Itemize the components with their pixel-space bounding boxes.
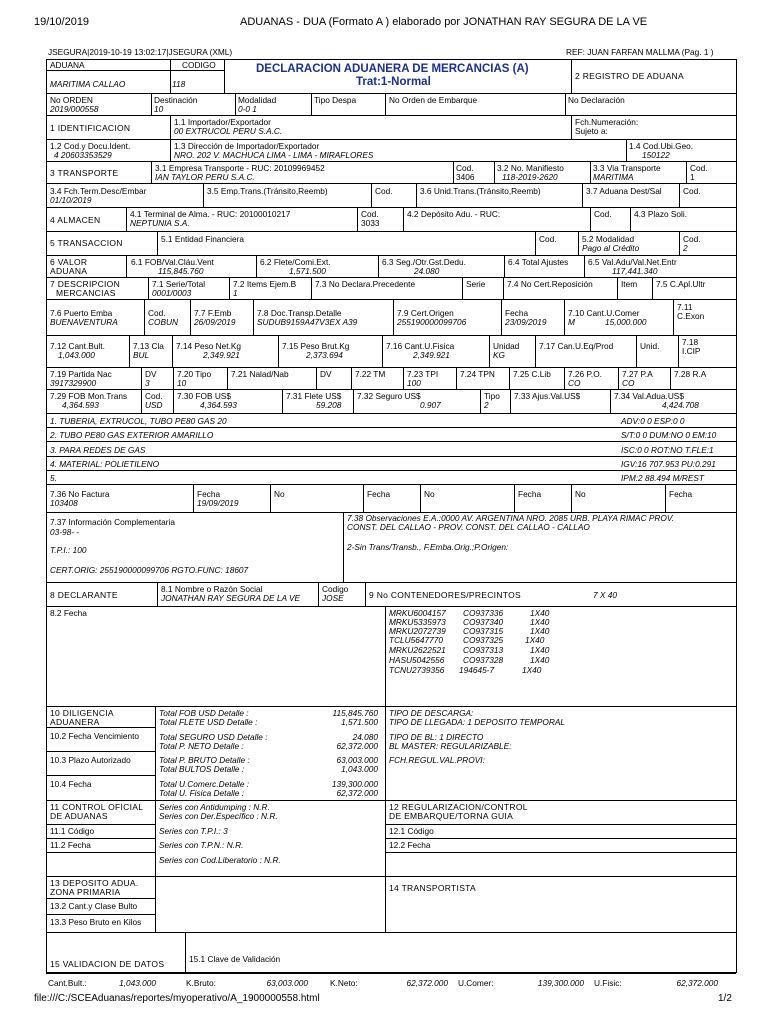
cant-bult-value: 1,043.000 [58,350,95,360]
series-tpn: Series con T.P.N.: N.R. [159,840,244,850]
info-line-2: T.P.I.: 100 [50,545,87,555]
via-transporte-label: 3.3 Via Transporte [593,163,661,173]
tipo-label: 7.20 Tipo [177,369,212,379]
aduana-label: ADUANA [50,60,85,70]
cant-fisica-label: 7.16 Cant.U.Fisica [386,341,455,351]
bl-master: BL MASTER: REGULARIZABLE: [389,741,512,751]
direccion-label: 1.3 Dirección de Importador/Exportador [174,141,320,151]
val-adua-usd-value: 4,424.708 [662,400,699,410]
container-6-type: 1X40 [530,655,550,665]
container-7-type: 1X40 [522,665,542,675]
seguro-usd-label: 7.32 Seguro US$ [357,391,421,401]
info-complementaria-label: 7.37 Información Complementaria [50,517,175,527]
section-6-valor: 6 VALOR [50,257,88,267]
observaciones-2: CONST. DEL CALLAO - PROV. CONST. DEL CALLAO - CALLAO [347,522,590,532]
total-label-1: Total FOB USD Detalle : [159,708,249,718]
puerto-emba-value: BUENAVENTURA [50,317,118,327]
container-7-id: TCNU2739356 [389,665,445,675]
container-5-type: 1X40 [530,645,550,655]
deposito-adu-label: 4.2 Depósito Adu. - RUC: [407,209,501,219]
aduana-dest-label: 3.7 Aduana Dest/Sal [586,186,662,196]
cert-fecha-label: Fecha [505,308,529,318]
fob-mon-trans-label: 7.29 FOB Mon.Trans [50,391,128,401]
cert-origen-label: 7.9 Cert.Origen [397,308,454,318]
form-subtitle: Trat:1-Normal [356,76,431,88]
fob-usd-label: 7.30 FOB US$ [177,391,231,401]
cant-comer-value: 15,000.000 [605,317,647,327]
tipo-bl: TIPO DE BL: 1 DIRECTO [389,732,484,742]
moneda-cod-value: USD [145,400,163,410]
section-10-diligencia: 10 DILIGENCIA [50,708,114,718]
observaciones-3: 2-Sin Trans/Transb., F.Emba.Orig.;P.Origen: [347,542,509,552]
tipo-despa-label: Tipo Despa [314,95,357,105]
footer-ufisic-label: U.Fisic: [594,978,622,988]
modalidad-pago-label: 5.2 Modalidad [582,234,635,244]
dv-value: 3 [145,378,150,388]
container-5-seal: CO937313 [463,645,504,655]
declarante-codigo-label: Codigo [322,584,349,594]
partida-label: 7.19 Partida Nac [50,369,112,379]
fch-term-label: 3.4 Fch.Term.Desc/Embar [50,186,147,196]
container-1-id: MRKU6004157 [389,608,446,618]
total-label-6: Total BULTOS Detalle : [159,764,245,774]
regularizacion-fecha-label: 12.2 Fecha [389,840,431,850]
container-1-type: 1X40 [530,608,550,618]
transporte-cod-label: Cod. [456,163,474,173]
factura-fecha-label: Fecha [197,489,221,499]
container-3-seal: CO937315 [463,626,504,636]
seguro-usd-value: 0.907 [420,400,441,410]
section-8-declarante: 8 DECLARANTE [50,590,118,600]
almacen-cod-label: Cod. [361,209,379,219]
no-declaracion-label: No Declaración [568,95,625,105]
declaracion-precedente-label: 7.3 No Declara.Precedente [315,279,416,289]
serie-total-value: 0001/0003 [152,288,192,298]
seguro-label: 6.3 Seg./Otr.Gst.Dedu. [382,257,466,267]
aduana-value: MARITIMA CALLAO [50,79,126,89]
section-3-transporte: 3 TRANSPORTE [50,168,119,178]
cant-eq-label: 7.17 Can.U.Eq/Prod [539,341,614,351]
cant-fisica-value: 2,349.921 [413,350,450,360]
pa-value: CO [622,378,635,388]
cert-fecha-value: 23/09/2019 [505,317,547,327]
emp-trans-cod-label: Cod. [375,186,393,196]
modalidad-cod-value: 2 [683,243,688,253]
page-number: 1/2 [718,993,732,1004]
section-14-transportista: 14 TRANSPORTISTA [389,883,476,893]
cod-docu-label: 1.2 Cod.y Docu.Ident. [50,141,131,151]
seguro-tipo-label: Tipo [484,391,500,401]
modalidad-pago-value: Pago al Crédito [582,243,640,253]
fch-numeracion-label: Fch.Numeración: [575,117,639,127]
fch-term-value: 01/10/2019 [50,195,92,205]
factura-fecha-value: 19/09/2019 [197,498,239,508]
factura-label: 7.36 No Factura [50,489,110,499]
peso-bruto-value: 2,373.694 [306,350,343,360]
section-5-transaccion: 5 TRANSACCION [50,238,123,248]
file-path: file:///C:/SCEAduanas/reportes/myoperativo/A_1900000558.html [34,993,320,1004]
serie-label: Serie [466,279,486,289]
clase-label: 7.13 Cla [133,341,164,351]
modalidad-value: 0-0 1 [238,104,257,114]
icip-num-label: 7.18 [682,337,699,347]
fob-label: 6.1 FOB/Val.Cláu.Vent [131,257,214,267]
total-value-2: 1,571.500 [341,717,378,727]
entidad-financiera-label: 5.1 Entidad Financiera [161,234,245,244]
registro-aduana: 2 REGISTRO DE ADUANA [575,71,684,81]
manifiesto-value: 118-2019-2620 [502,172,558,182]
container-3-type: 1X40 [530,626,550,636]
total-label-2: Total FLETE USD Detalle : [159,717,258,727]
section-1-identificacion: 1 IDENTIFICACION [50,123,131,133]
factura2-fecha-label: Fecha [367,489,391,499]
factura3-fecha-label: Fecha [518,489,542,499]
total-label-5: Total P. BRUTO Detalle : [159,755,250,765]
modalidad-label: Modalidad [238,95,277,105]
user-stamp: JSEGURA|2019-10-19 13:02:17|JSEGURA (XML) [48,47,233,57]
terminal-almacen-value: NEPTUNIA S.A. [130,218,190,228]
pa-label: 7.27 P.A [622,369,653,379]
doc-transp-label: 7.8 Doc.Transp.Detalle [257,308,342,318]
footer-ucomer-label: U.Comer: [458,978,494,988]
total-value-8: 62,372.000 [336,788,378,798]
container-4-id: TCLU5647770 [389,635,443,645]
exon-label: C.Exon [677,311,705,321]
cert-reposicion-label: 7.4 No Cert.Reposición [507,279,593,289]
partida-value: 3917329900 [50,378,97,388]
form-title: DECLARACION ADUANERA DE MERCANCIAS (A) [256,63,529,75]
container-5-id: MRKU2622521 [389,645,446,655]
items-label: 7.2 Items Ejem.B [233,279,297,289]
desc-tax-2: S/T:0 0 DUM:NO 0 EM:10 [621,430,717,440]
tipo-descarga: TIPO DE DESCARGA: [389,708,474,718]
desc-line-2: 2. TUBO PE80 GAS EXTERIOR AMARILLO [50,430,214,440]
desc-line-5: 5. [50,473,57,483]
tpn-label: 7.24 TPN [460,369,495,379]
puerto-cod-label: Cod. [148,308,166,318]
fecha-emb-value: 26/09/2019 [194,317,236,327]
diligencia-fecha-label: 10.4 Fecha [50,779,92,789]
aduana-dest-cod-label: Cod. [683,186,701,196]
total-value-1: 115,845.760 [332,708,378,718]
peso-neto-label: 7.14 Peso Net.Kg [176,341,242,351]
ajustes-label: 6.4 Total Ajustes [508,257,569,267]
desc-tax-3: ISC:0 0 ROT:NO T.FLE:1 [621,445,714,455]
print-title: ADUANAS - DUA (Formato A ) elaborado por JONATHAN RAY SEGURA DE LA VE [240,16,648,28]
orden-label: No ORDEN [50,95,93,105]
container-4-seal: CO937325 [463,635,504,645]
section-12-embarque: DE EMBARQUE/TORNA GUIA [389,811,514,821]
destinacion-label: Destinación [154,95,198,105]
puerto-emba-label: 7.6 Puerto Emba [50,308,113,318]
items-value: 1 [233,288,238,298]
desc-line-3: 3. PARA REDES DE GAS [50,445,146,455]
dv-label: DV [145,369,157,379]
footer-bultos-label: Cant.Bult.: [48,978,87,988]
total-value-7: 139,300.000 [331,779,378,789]
icip-label: I.CIP [682,346,701,356]
footer-kneto-value: 62,372.000 [406,978,448,988]
empresa-transporte-label: 3.1 Empresa Transporte - RUC: 20109969452 [155,163,325,173]
total-label-4: Total P. NETO Detalle : [159,741,244,751]
cant-clase-bulto-label: 13.2 Cant.y Clase Bulto [50,901,138,911]
moneda-cod-label: Cod. [145,391,163,401]
container-7-seal: 194645-7 [459,665,495,675]
section-9-contenedores: 9 No CONTENEDORES/PRECINTOS [369,590,521,600]
clib-label: 7.25 C.Lib [513,369,551,379]
flete-usd-label: 7.31 Flete US$ [286,391,342,401]
section-12-regularizacion: 12 REGULARIZACION/CONTROL [389,802,528,812]
observaciones-1: 7.38 Observaciones E.A.:0000 AV. ARGENTINA NRO. 2085 URB. PLAYA RIMAC PROV. [347,513,675,523]
factura3-label: No [424,489,435,499]
cant-comer-label: 7.10 Cant.U.Comer [568,308,640,318]
transporte-cod-value: 3406 [456,172,475,182]
footer-ufisic-value: 62,372.000 [676,978,718,988]
container-1-seal: CO937336 [463,608,504,618]
control-fecha-label: 11.2 Fecha [50,840,91,850]
seguro-tipo-value: 2 [484,400,489,410]
total-value-5: 63,003.000 [336,755,378,765]
reference: REF: JUAN FARFAN MALLMA (Pag. 1 ) [566,47,714,57]
series-der-especifico: Series con Der.Específico : N.R. [159,811,278,821]
container-2-type: 1X40 [530,617,550,627]
doc-transp-value: SUDUB9159A47V3EX A39 [257,317,358,327]
cod-docu-value: 4 20603353529 [54,150,112,160]
codigo-value: 118 [172,79,186,89]
regularizacion-codigo-label: 12.1 Código [389,826,434,836]
sujeto-label: Sujeto a: [575,126,608,136]
cert-origen-value: 255190000099706 [397,317,467,327]
flete-usd-value: 59.208 [316,400,342,410]
desc-tax-4: IGV:16 707.953 PU:0.291 [621,459,716,469]
ra-label: 7.28 R.A [674,369,707,379]
manifiesto-label: 3.2 No. Manifiesto [497,163,564,173]
ubigeo-value: 150122 [642,150,670,160]
desc-tax-5: IPM:2 88.494 M/REST [621,473,705,483]
series-antidumping: Series con Antidumping : N.R. [159,802,270,812]
section-11-aduanas: DE ADUANAS [50,811,108,821]
declarante-nombre-value: JONATHAN RAY SEGURA DE LA VE [161,593,301,603]
footer-ucomer-value: 139,300.000 [537,978,584,988]
val-adua-usd-label: 7.34 Val.Adua.US$ [614,391,684,401]
fob-mon-trans-value: 4,364.593 [62,400,99,410]
plazo-autorizado-label: 10.3 Plazo Autorizado [50,755,131,765]
valor-aduana-label: 6.5 Val.Adu/Val.Net.Entr [588,257,677,267]
section-6-aduana: ADUANA [50,266,88,276]
tm-label: 7.22 TM [355,369,386,379]
fch-regul: FCH.REGUL.VAL.PROVI: [389,755,485,765]
info-line-3: CERT.ORIG: 255190000099706 RGTO.FUNC: 18607 [50,565,249,575]
section-11-control: 11 CONTROL OFICIAL [50,802,144,812]
print-date: 19/10/2019 [34,16,90,28]
via-cod-label: Cod. [690,163,708,173]
codigo-label: CODIGO [182,60,216,70]
importador-value: 00 EXTRUCOL PERU S.A.C. [174,126,283,136]
tpi-label: 7.23 TPI [407,369,439,379]
clase-value: BUL [133,350,150,360]
dv2-label: DV [320,369,332,379]
declarante-nombre-label: 8.1 Nombre o Razón Social [161,584,263,594]
unidad-label: Unidad [493,341,520,351]
orden-value: 2019/000558 [50,104,99,114]
serie-total-label: 7.1 Serie/Total [152,279,206,289]
fecha-emb-label: 7.7 F.Emb [194,308,232,318]
flete-value: 1,571.500 [289,266,326,276]
peso-neto-value: 2,349.921 [203,350,240,360]
item-label: Item [621,279,638,289]
total-value-3: 24.080 [352,732,378,742]
container-4-type: 1X40 [525,635,545,645]
factura2-label: No [274,489,285,499]
entidad-cod-label: Cod. [539,234,557,244]
unid-trans-label: 3.6 Unid.Trans.(Tránsito,Reemb) [420,186,541,196]
footer-kbruto-value: 63,003.000 [266,978,308,988]
empresa-transporte-value: IAN TAYLOR PERU S.A.C. [155,172,255,182]
total-label-8: Total U. Fisica Detalle : [159,788,244,798]
declarante-codigo-value: JOSE [322,593,344,603]
footer-kbruto-label: K.Bruto: [186,978,216,988]
section-7-mercancias: MERCANCIAS [56,288,116,298]
container-2-id: MRKU5335973 [389,617,446,627]
container-3-id: MRKU2072739 [389,626,446,636]
peso-bruto-label: 7.15 Peso Brut.Kg [282,341,350,351]
factura-value: 103408 [50,498,78,508]
section-13-zona-primaria: ZONA PRIMARIA [50,887,121,897]
apl-ultr-label: 7.5 C.Apl.Ultr [656,279,706,289]
flete-label: 6.2 Flete/Comi.Ext. [260,257,331,267]
footer-kneto-label: K.Neto: [330,978,358,988]
section-10-aduanera: ADUANERA [50,717,100,727]
tipo-llegada: TIPO DE LLEGADA: 1 DEPOSITO TEMPORAL [389,717,565,727]
deposito-cod-label: Cod. [594,209,612,219]
cant-bult-label: 7.12 Cant.Bult. [50,341,105,351]
nalad-label: 7.21 Nalad/Nab [231,369,289,379]
desc-tax-1: ADV:0 0 ESP:0 0 [621,416,685,426]
series-cod-liberatorio: Series con Cod.Liberatorio : N.R. [159,855,281,865]
total-value-6: 1,043.000 [341,764,378,774]
plazo-soli-label: 4.3 Plazo Soli. [634,209,688,219]
declarante-fecha-label: 8.2 Fecha [50,608,87,618]
exon-num-label: 7.11 [677,302,693,312]
po-value: CO [568,378,581,388]
total-label-3: Total SEGURO USD Detalle : [159,732,268,742]
desc-line-1: 1. TUBERIA, EXTRUCOL, TUBO PE80 GAS 20 [50,416,227,426]
tipo-value: 10 [177,378,187,388]
peso-bruto-kilos-label: 13.3 Peso Bruto en Kilos [50,917,142,927]
via-cod-value: 1 [690,172,695,182]
fecha-vencimiento-label: 10.2 Fecha Vencimiento [50,731,140,741]
clave-validacion-label: 15.1 Clave de Validación [189,954,281,964]
footer-bultos-value: 1,043.000 [119,978,156,988]
section-13-deposito: 13 DEPOSITO ADUA. [50,878,139,888]
factura4-label: No [575,489,586,499]
seguro-value: 24.080 [414,266,440,276]
info-line-1: 03-98- - [50,527,80,537]
emp-trans-label: 3.5 Emp.Trans.(Tránsito,Reemb) [207,186,328,196]
puerto-cod-value: COBUN [148,317,178,327]
po-label: 7.26 P.O. [568,369,602,379]
almacen-cod-value: 3033 [361,218,380,228]
fob-usd-value: 4,364.593 [200,400,237,410]
total-label-7: Total U.Comerc.Detalle : [159,779,250,789]
container-2-seal: CO937340 [463,617,504,627]
section-15-validacion: 15 VALIDACION DE DATOS [50,959,165,969]
ubigeo-label: 1.4 Cod.Ubi.Geo. [629,141,694,151]
cant-comer-unit: M [568,317,575,327]
terminal-almacen-label: 4.1 Terminal de Alma. - RUC: 20100010217 [130,209,291,219]
fob-value: 115,845.760 [158,266,204,276]
modalidad-cod-label: Cod. [683,234,701,244]
direccion-value: NRO. 202 V. MACHUCA LIMA - LIMA - MIRAFLORES [174,150,374,160]
importador-label: 1.1 Importador/Exportador [174,117,271,127]
total-value-4: 62,372.000 [336,741,378,751]
container-6-seal: CO937328 [463,655,504,665]
control-codigo-label: 11.1 Código [50,826,95,836]
series-tpi: Series con T.P.I.: 3 [159,826,228,836]
via-transporte-value: MARITIMA [593,172,634,182]
destinacion-value: 10 [154,104,164,114]
orden-embarque-label: No Orden de Embarque [389,95,478,105]
factura4-fecha-label: Fecha [669,489,693,499]
valor-aduana-value: 117,441.340 [612,266,658,276]
unid-eq-label: Unid. [640,341,660,351]
contenedores-count: 7 X 40 [593,590,617,600]
container-6-id: HASU5042556 [389,655,445,665]
tpi-value: 100 [407,378,421,388]
unidad-value: KG [493,350,505,360]
desc-line-4: 4. MATERIAL: POLIETILENO [50,459,160,469]
section-4-almacen: 4 ALMACEN [50,215,101,225]
ajus-val-label: 7.33 Ajus.Val.US$ [514,391,581,401]
section-7-descripcion: 7 DESCRIPCION [50,279,121,289]
